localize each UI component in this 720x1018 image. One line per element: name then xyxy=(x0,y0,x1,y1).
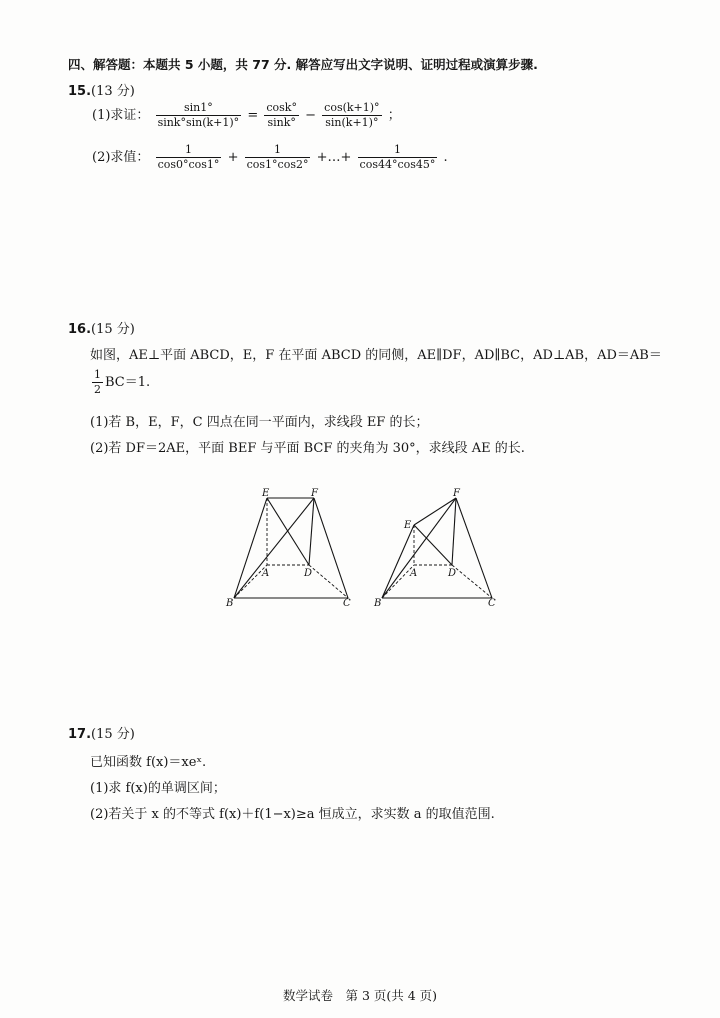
fraction-numerator: 1 xyxy=(156,143,222,158)
label-B: B xyxy=(374,598,382,609)
fraction-2 xyxy=(264,101,299,130)
fraction-3 xyxy=(322,101,381,130)
label-D: D xyxy=(304,568,313,579)
question-17-header xyxy=(68,723,135,742)
question-number: 17. xyxy=(68,727,92,742)
q16-line1: 如图，AE⊥平面 ABCD，E，F 在平面 ABCD 的同侧，AE∥DF，AD∥BC，AD⊥AB，AD＝AB＝ xyxy=(90,348,662,363)
fraction-denominator: 2 xyxy=(94,383,101,396)
label-E: E xyxy=(404,520,412,531)
fraction-denominator: sink°sin(k+1)° xyxy=(157,116,240,129)
fraction-denominator: cos44°cos45° xyxy=(359,158,436,171)
punctuation: . xyxy=(443,150,448,165)
label-D: D xyxy=(448,568,457,579)
q16-line2 xyxy=(90,368,150,397)
question-number: 15. xyxy=(68,84,92,99)
term-2 xyxy=(245,143,311,172)
question-16-header xyxy=(68,318,135,337)
label-C: C xyxy=(488,598,496,609)
ellipsis: +…+ xyxy=(316,150,352,165)
section-heading: 四、解答题：本题共 5 小题，共 77 分. 解答应写出文字说明、证明过程或演算步骤. xyxy=(68,57,538,72)
question-15-header xyxy=(68,80,135,99)
equals-sign: = xyxy=(247,108,259,123)
question-points: (15 分) xyxy=(91,322,135,337)
plus-sign: + xyxy=(227,150,239,165)
label-F: F xyxy=(453,488,460,499)
label-A: A xyxy=(410,568,418,579)
punctuation: ； xyxy=(387,108,401,123)
label-A: A xyxy=(262,568,270,579)
term-3 xyxy=(358,143,438,172)
fraction-denominator: sin(k+1)° xyxy=(325,116,379,129)
part-label: (2)求值： xyxy=(92,150,150,165)
fraction-denominator: cos1°cos2° xyxy=(246,158,309,171)
label-C: C xyxy=(343,598,351,609)
q17-line1: 已知函数 f(x)＝xeˣ. xyxy=(90,755,207,770)
fraction-denominator: sink° xyxy=(267,116,296,129)
q16-part1: (1)若 B，E，F，C 四点在同一平面内，求线段 EF 的长； xyxy=(90,415,429,430)
part-label: (1)求证： xyxy=(92,108,150,123)
term-1 xyxy=(156,143,222,172)
fraction-1 xyxy=(156,101,242,130)
q17-part2: (2)若关于 x 的不等式 f(x)＋f(1−x)≥a 恒成立，求实数 a 的取值范围. xyxy=(90,807,495,822)
fraction-numerator: 1 xyxy=(94,368,101,381)
fraction-numerator: 1 xyxy=(245,143,311,158)
text-rest: BC＝1. xyxy=(105,375,151,390)
page-footer: 数学试卷 第 3 页(共 4 页) xyxy=(282,988,438,1003)
label-E: E xyxy=(262,488,270,499)
question-number: 16. xyxy=(68,322,92,337)
fraction-numerator: sin1° xyxy=(156,101,242,116)
fraction-numerator: 1 xyxy=(358,143,438,158)
q15-part1 xyxy=(92,101,401,130)
minus-sign: − xyxy=(305,108,317,123)
fraction-denominator: cos0°cos1° xyxy=(157,158,220,171)
figure-2-diagram xyxy=(370,485,505,610)
fraction-numerator: cos(k+1)° xyxy=(324,101,380,114)
question-points: (15 分) xyxy=(91,727,135,742)
q17-part1: (1)求 f(x)的单调区间； xyxy=(90,781,226,796)
label-B: B xyxy=(226,598,234,609)
label-F: F xyxy=(311,488,318,499)
figure-1-diagram xyxy=(220,485,360,610)
half-fraction xyxy=(92,368,103,397)
question-points: (13 分) xyxy=(91,84,135,99)
fraction-numerator: cosk° xyxy=(266,101,297,114)
q16-part2: (2)若 DF＝2AE，平面 BEF 与平面 BCF 的夹角为 30°，求线段 AE 的长. xyxy=(90,441,525,456)
q15-part2 xyxy=(92,143,448,172)
